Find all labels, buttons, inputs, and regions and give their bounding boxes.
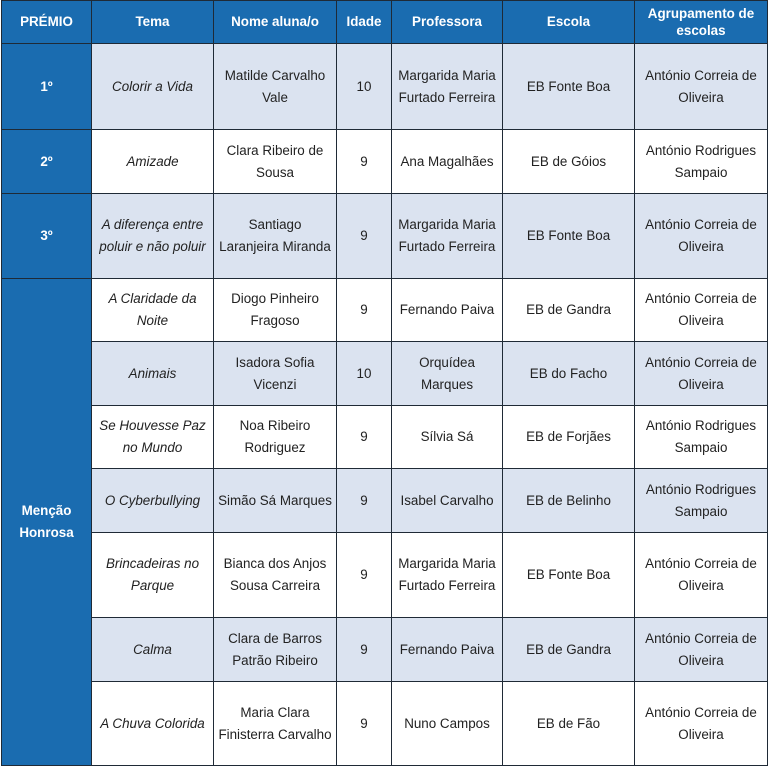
nome-cell: Matilde Carvalho Vale [214, 44, 337, 130]
table-row [2, 130, 768, 194]
header-nome: Nome aluna/o [214, 1, 337, 44]
escola-cell: EB de Gandra [503, 279, 635, 342]
professora-cell: Nuno Campos [392, 682, 503, 766]
idade-cell: 9 [337, 194, 392, 279]
idade-cell: 9 [337, 618, 392, 682]
tema-cell: Amizade [92, 130, 214, 194]
professora-cell: Isabel Carvalho [392, 469, 503, 533]
nome-cell: Clara Ribeiro de Sousa [214, 130, 337, 194]
agrupamento-cell: António Correia de Oliveira [635, 342, 768, 406]
awards-table [1, 0, 768, 766]
idade-cell: 9 [337, 406, 392, 469]
tema-cell: Brincadeiras no Parque [92, 533, 214, 618]
idade-cell: 9 [337, 469, 392, 533]
tema-cell: A Chuva Colorida [92, 682, 214, 766]
nome-cell: Santiago Laranjeira Miranda [214, 194, 337, 279]
header-row [2, 1, 768, 44]
agrupamento-cell: António Correia de Oliveira [635, 279, 768, 342]
escola-cell: EB de Fão [503, 682, 635, 766]
professora-cell: Orquídea Marques [392, 342, 503, 406]
professora-cell: Fernando Paiva [392, 279, 503, 342]
escola-cell: EB de Góios [503, 130, 635, 194]
agrupamento-cell: António Rodrigues Sampaio [635, 406, 768, 469]
agrupamento-cell: António Rodrigues Sampaio [635, 130, 768, 194]
premio-cell-mencao: Menção Honrosa [2, 279, 92, 766]
premio-cell: 2º [2, 130, 92, 194]
escola-cell: EB Fonte Boa [503, 44, 635, 130]
professora-cell: Margarida Maria Furtado Ferreira [392, 44, 503, 130]
tema-cell: Animais [92, 342, 214, 406]
agrupamento-cell: António Correia de Oliveira [635, 533, 768, 618]
tema-cell: Se Houvesse Paz no Mundo [92, 406, 214, 469]
header-premio: PRÉMIO [2, 1, 92, 44]
professora-cell: Ana Magalhães [392, 130, 503, 194]
professora-cell: Margarida Maria Furtado Ferreira [392, 533, 503, 618]
header-agrupamento: Agrupamento de escolas [635, 1, 768, 44]
table-row [2, 406, 768, 469]
table-row [2, 533, 768, 618]
header-tema: Tema [92, 1, 214, 44]
tema-cell: A Claridade da Noite [92, 279, 214, 342]
escola-cell: EB de Gandra [503, 618, 635, 682]
escola-cell: EB do Facho [503, 342, 635, 406]
header-escola: Escola [503, 1, 635, 44]
premio-cell: 3º [2, 194, 92, 279]
table-row [2, 682, 768, 766]
escola-cell: EB Fonte Boa [503, 533, 635, 618]
tema-cell: Calma [92, 618, 214, 682]
table-row [2, 469, 768, 533]
nome-cell: Diogo Pinheiro Fragoso [214, 279, 337, 342]
escola-cell: EB de Belinho [503, 469, 635, 533]
agrupamento-cell: António Correia de Oliveira [635, 194, 768, 279]
nome-cell: Bianca dos Anjos Sousa Carreira [214, 533, 337, 618]
professora-cell: Sílvia Sá [392, 406, 503, 469]
nome-cell: Isadora Sofia Vicenzi [214, 342, 337, 406]
idade-cell: 9 [337, 682, 392, 766]
professora-cell: Fernando Paiva [392, 618, 503, 682]
table-row [2, 44, 768, 130]
agrupamento-cell: António Correia de Oliveira [635, 682, 768, 766]
agrupamento-cell: António Rodrigues Sampaio [635, 469, 768, 533]
idade-cell: 9 [337, 533, 392, 618]
idade-cell: 10 [337, 342, 392, 406]
nome-cell: Clara de Barros Patrão Ribeiro [214, 618, 337, 682]
idade-cell: 9 [337, 279, 392, 342]
agrupamento-cell: António Correia de Oliveira [635, 618, 768, 682]
tema-cell: Colorir a Vida [92, 44, 214, 130]
table-row [2, 342, 768, 406]
premio-cell: 1º [2, 44, 92, 130]
nome-cell: Maria Clara Finisterra Carvalho [214, 682, 337, 766]
table-row [2, 279, 768, 342]
table-row [2, 618, 768, 682]
tema-cell: A diferença entre poluir e não poluir [92, 194, 214, 279]
header-professora: Professora [392, 1, 503, 44]
professora-cell: Margarida Maria Furtado Ferreira [392, 194, 503, 279]
escola-cell: EB Fonte Boa [503, 194, 635, 279]
idade-cell: 9 [337, 130, 392, 194]
nome-cell: Simão Sá Marques [214, 469, 337, 533]
agrupamento-cell: António Correia de Oliveira [635, 44, 768, 130]
table-row [2, 194, 768, 279]
idade-cell: 10 [337, 44, 392, 130]
tema-cell: O Cyberbullying [92, 469, 214, 533]
escola-cell: EB de Forjães [503, 406, 635, 469]
header-idade: Idade [337, 1, 392, 44]
nome-cell: Noa Ribeiro Rodriguez [214, 406, 337, 469]
